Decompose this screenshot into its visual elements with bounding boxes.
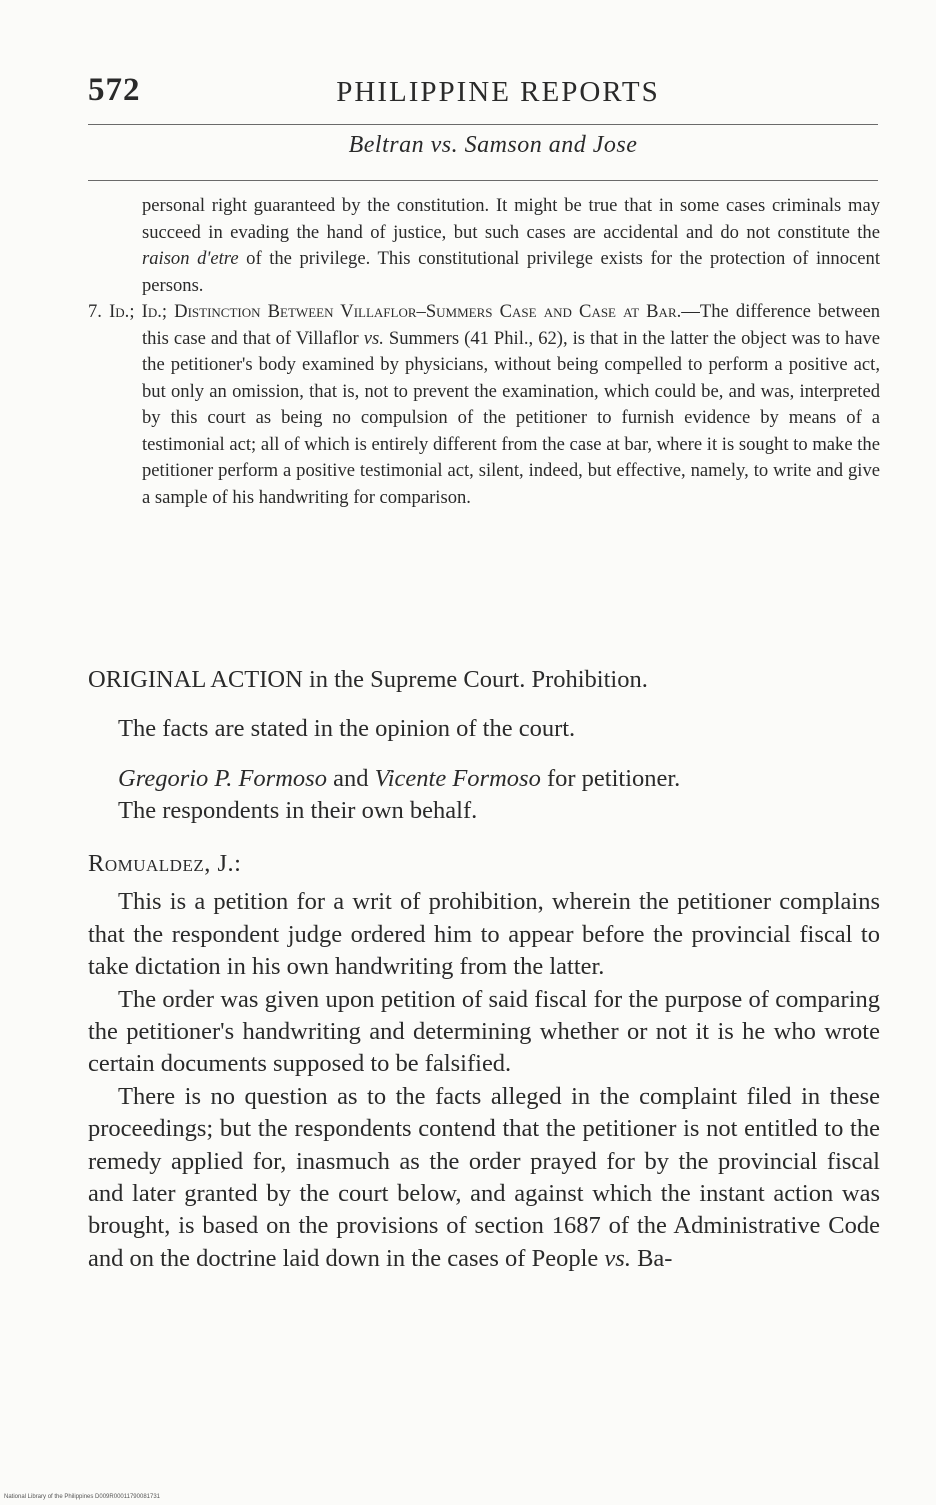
case-caption: Beltran vs. Samson and Jose <box>348 132 638 158</box>
counsel-line <box>88 763 880 795</box>
versus-abbrev: vs. <box>604 1244 631 1272</box>
header-rule-bottom <box>88 180 878 181</box>
syllabus-continuation <box>88 193 880 299</box>
syllabus-text: of the privilege. This constitutional privilege exists for the protection of innocent persons. <box>142 248 880 296</box>
syllabus-headnote: Id.; Id.; Distinction Between Villaflor–Summers Case and Case at Bar. <box>109 301 682 322</box>
action-block <box>88 664 880 828</box>
justice-label: Romualdez, J.: <box>88 850 242 877</box>
action-heading: ORIGINAL ACTION <box>88 666 303 693</box>
counsel-text: for petitioner. <box>540 764 681 792</box>
syllabus-text: Summers (41 Phil., 62), is that in the latter the object was to have the petitioner's body examined by physicians, without being compelled to perform a positive act, but only an omission, that is, not to prevent the examination, which could be, and was, interpreted by this court as being no compulsion of the petitioner to furnish evidence by means of a testimonial act; all of which is entirely different from the case at bar, where it is sought to make the petitioner perform a positive testimonial act, silent, indeed, but effective, namely, to write and give a sample of his handwriting for comparison. <box>142 327 881 508</box>
opinion-paragraph: This is a petition for a writ of prohibition, wherein the petitioner complains that the respondent judge ordered him to appear before the provincial fiscal to take dictation in his own handwriting from the latter. <box>88 888 880 981</box>
justice-name <box>88 848 880 880</box>
opinion-paragraph <box>88 1081 880 1275</box>
header-rule-top <box>88 124 878 125</box>
facts-line: The facts are stated in the opinion of the court. <box>118 715 576 743</box>
syllabus-item-7 <box>88 299 880 511</box>
latin-term: raison d'etre <box>142 248 239 269</box>
opinion <box>88 848 880 1275</box>
action-text: in the Supreme Court. Prohibition. <box>302 666 648 693</box>
counsel-name: Gregorio P. Formoso <box>118 764 327 792</box>
counsel-text: and <box>326 764 375 792</box>
syllabus-text: personal right guaranteed by the constitution. It might be true that in some cases criminals may succeed in evading the hand of justice, but such cases are accidental and do not constitute the <box>142 195 880 243</box>
scan-footer: National Library of the Philippines D009R00011790081731 <box>4 1494 160 1500</box>
original-action-line <box>88 664 880 696</box>
page-number: 572 <box>88 72 141 108</box>
opinion-text: Ba- <box>630 1244 673 1272</box>
running-title: PHILIPPINE REPORTS <box>336 76 660 108</box>
opinion-paragraph: The order was given upon petition of said fiscal for the purpose of comparing the petitioner's handwriting and determining whether or not it is he who wrote certain documents supposed to be falsified. <box>88 985 880 1078</box>
syllabus-text: —The difference between this case and that of Villaflor <box>142 301 881 349</box>
syllabus-item-number: 7. <box>88 301 110 322</box>
respondents-line: The respondents in their own behalf. <box>118 797 478 825</box>
syllabus <box>88 193 880 511</box>
versus-abbrev: vs. <box>363 327 384 349</box>
opinion-text: There is no question as to the facts alleged in the complaint filed in these proceedings; but the respondents contend that the petitioner is not entitled to the remedy applied for, inasmuch as the order prayed for by the provincial fiscal and later granted by the court below, and against which the instant action was brought, is based on the provisions of section 1687 of the Administrative Code and on the doctrine laid down in the cases of People <box>88 1082 880 1272</box>
counsel-name: Vicente Formoso <box>374 764 541 792</box>
